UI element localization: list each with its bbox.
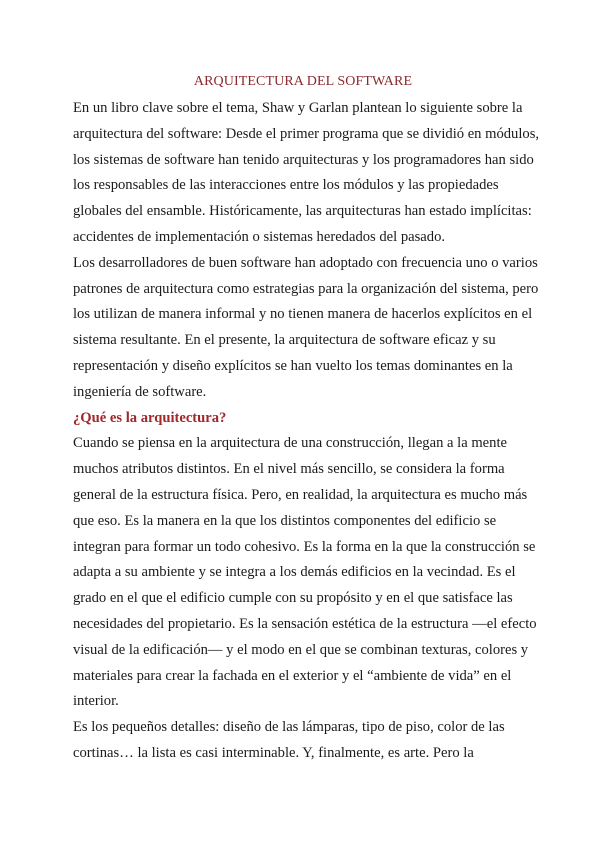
text-line: globales del ensamble. Históricamente, las arquitecturas han estado implícitas:	[73, 203, 532, 220]
text-line: Es los pequeños detalles: diseño de las lámparas, tipo de piso, color de las	[73, 719, 505, 736]
text-line: Los desarrolladores de buen software han adoptado con frecuencia uno o varios	[73, 254, 538, 271]
text-line: sistema resultante. En el presente, la arquitectura de software eficaz y su	[73, 332, 496, 349]
text-line: materiales para crear la fachada en el exterior y el “ambiente de vida” en el	[73, 667, 512, 684]
text-line: que eso. Es la manera en la que los distintos componentes del edificio se	[73, 512, 497, 529]
text-line: necesidades del propietario. Es la sensación estética de la estructura —el efecto	[73, 615, 537, 632]
document-title: ARQUITECTURA DEL SOFTWARE	[193, 74, 413, 89]
text-line: arquitectura del software: Desde el primer programa que se dividió en módulos,	[73, 125, 540, 142]
text-line: interior.	[73, 693, 119, 710]
text-line: patrones de arquitectura como estrategias para la organización del sistema, pero	[73, 280, 539, 297]
text-line: adapta a su ambiente y se integra a los demás edificios en la vecindad. Es el	[73, 564, 516, 581]
text-line: los responsables de las interacciones entre los módulos y las propiedades	[73, 177, 499, 194]
paragraph-details	[73, 715, 533, 767]
text-line: los sistemas de software han tenido arquitecturas y los programadores han sido	[73, 151, 534, 168]
text-line: Cuando se piensa en la arquitectura de una construcción, llegan a la mente	[73, 435, 507, 452]
text-line: general de la estructura física. Pero, en realidad, la arquitectura es mucho más	[73, 486, 528, 503]
text-line: En un libro clave sobre el tema, Shaw y Garlan plantean lo siguiente sobre la	[73, 100, 523, 116]
paragraph-intro	[73, 96, 540, 251]
text-line: los utilizan de manera informal y no tienen manera de hacerlos explícitos en el	[73, 306, 533, 323]
text-line: accidentes de implementación o sistemas heredados del pasado.	[73, 228, 446, 245]
text-line: grado en el que el edificio cumple con su propósito y en el que satisface las	[73, 590, 513, 607]
text-line: cortinas… la lista es casi interminable. Y, finalmente, es arte. Pero la	[73, 744, 474, 761]
paragraph-developers	[73, 251, 539, 406]
text-line: ingeniería de software.	[73, 383, 207, 400]
text-line: representación y diseño explícitos se han vuelto los temas dominantes en la	[73, 357, 513, 374]
paragraph-architecture	[73, 431, 537, 715]
text-line: visual de la edificación— y el modo en el que se combinan texturas, colores y	[73, 641, 529, 658]
section-heading: ¿Qué es la arquitectura?	[73, 409, 227, 426]
text-line: muchos atributos distintos. En el nivel más sencillo, se considera la forma	[73, 461, 505, 478]
document-page	[73, 68, 540, 767]
text-line: integran para formar un todo cohesivo. Es la forma en la que la construcción se	[73, 538, 536, 555]
